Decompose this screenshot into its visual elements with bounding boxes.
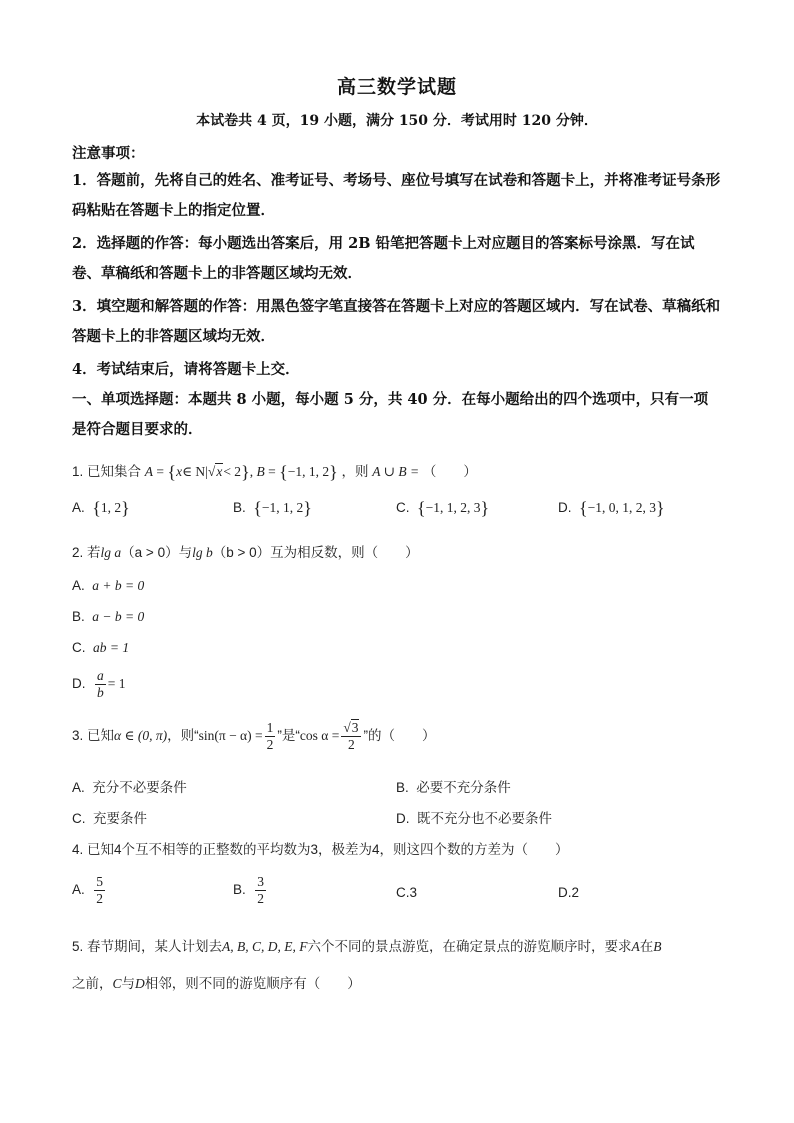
math-symbol: B	[256, 464, 265, 479]
math-set: −1, 1, 2	[287, 464, 330, 479]
q4-option-d: D.2	[558, 885, 580, 900]
q2-option-a: A. a + b = 0	[72, 578, 145, 593]
math-expression: A, B, C, D, E, F	[222, 939, 308, 954]
q1-option-d: D. {−1, 0, 1, 2, 3}	[558, 498, 665, 518]
question-text: 已知4个互不相等的正整数的平均数为3，极差为4，则这四个数的方差为（ ）	[87, 842, 569, 857]
math-symbol: A	[144, 464, 154, 479]
math-expression: cos α =	[299, 728, 340, 744]
math-expression: lg a	[100, 545, 122, 560]
question-number: 2.	[72, 545, 84, 560]
q4-option-b: B. $\frac{3}{2}$	[233, 874, 265, 906]
math-symbol: ∈ N|	[182, 464, 208, 479]
math-expression: A ∪ B =	[372, 464, 420, 479]
question-number: 4.	[72, 842, 84, 857]
section-heading: 一、单项选择题：本题共 8 小题，每小题 5 分，共 40 分．在每小题给出的四个选项中，只有一项是符合题目要求的．	[72, 391, 709, 438]
question-text: ，则	[341, 464, 369, 479]
page-title: 高三数学试题	[336, 76, 457, 98]
note-item-2: 2．选择题的作答：每小题选出答案后，用 2B 铅笔把答题卡上对应题目的答案标号涂黑．写在试卷、草稿纸和答题卡上的非答题区域均无效．	[72, 235, 695, 282]
question-5-stem-cont: 之前，C与D相邻，则不同的游览顺序有（ ）	[72, 976, 361, 991]
math-symbol: x	[176, 464, 183, 479]
math-symbol: < 2	[223, 464, 242, 479]
q3-option-a: A. 充分不必要条件	[72, 780, 187, 795]
q4-option-a: A. $\frac{5}{2}$	[72, 874, 104, 906]
question-number: 1.	[72, 464, 84, 479]
math-expression: lg b	[192, 545, 213, 560]
note-item-1: 1．答题前，先将自己的姓名、准考证号、考场号、座位号填写在试卷和答题卡上，并将准考证号条形码粘贴在答题卡上的指定位置．	[72, 172, 721, 219]
q2-option-b: B. a − b = 0	[72, 609, 145, 624]
question-number: 3.	[72, 728, 84, 744]
q1-option-c: C. {−1, 1, 2, 3}	[396, 498, 490, 518]
q1-option-b: B. {−1, 1, 2}	[233, 498, 312, 518]
q3-option-c: C. 充要条件	[72, 811, 148, 826]
q2-option-c: C. ab = 1	[72, 640, 130, 655]
q2-option-d: D. $\frac{a}{b}$ = 1	[72, 668, 126, 700]
question-3-stem: 3. 已知α ∈ (0, π)，则“sin(π − α) = $\frac{1}{2}$ ”是“cos α = $\frac{√3}{2}$ ”的（ ）	[72, 720, 436, 752]
note-item-4: 4．考试结束后，请将答题卡上交．	[72, 361, 300, 378]
question-5-stem: 5. 春节期间，某人计划去A, B, C, D, E, F六个不同的景点游览，在确定景点的游览顺序时，要求A在B	[72, 939, 662, 954]
note-item-3: 3．填空题和解答题的作答：用黑色签字笔直接答在答题卡上对应的答题区域内．写在试卷、草稿纸和答题卡上的非答题区域均无效．	[72, 298, 721, 345]
question-number: 5.	[72, 939, 84, 954]
notes-heading: 注意事项：	[72, 145, 145, 162]
math-radicand: x	[216, 464, 223, 479]
math-expression: sin(π − α) =	[198, 728, 263, 744]
exam-info: 本试卷共 4 页，19 小题，满分 150 分．考试用时 120 分钟．	[196, 113, 598, 129]
question-1-stem: 1. 已知集合 A = {x∈ N|√x< 2}, B = {−1, 1, 2} ，则 A ∪ B = （ ）	[72, 462, 477, 482]
q3-option-b: B. 必要不充分条件	[396, 780, 511, 795]
q1-option-a: A. {1, 2}	[72, 498, 130, 518]
question-text: 已知集合	[87, 464, 142, 479]
math-expression: α ∈ (0, π)	[114, 728, 168, 744]
answer-blank: （ ）	[422, 464, 477, 479]
q4-option-c: C.3	[396, 885, 418, 900]
question-4-stem	[72, 838, 569, 858]
q3-option-d: D. 既不充分也不必要条件	[396, 811, 553, 826]
question-2-stem: 2. 若lg a（a > 0）与lg b（b > 0）互为相反数，则（ ）	[72, 545, 419, 560]
